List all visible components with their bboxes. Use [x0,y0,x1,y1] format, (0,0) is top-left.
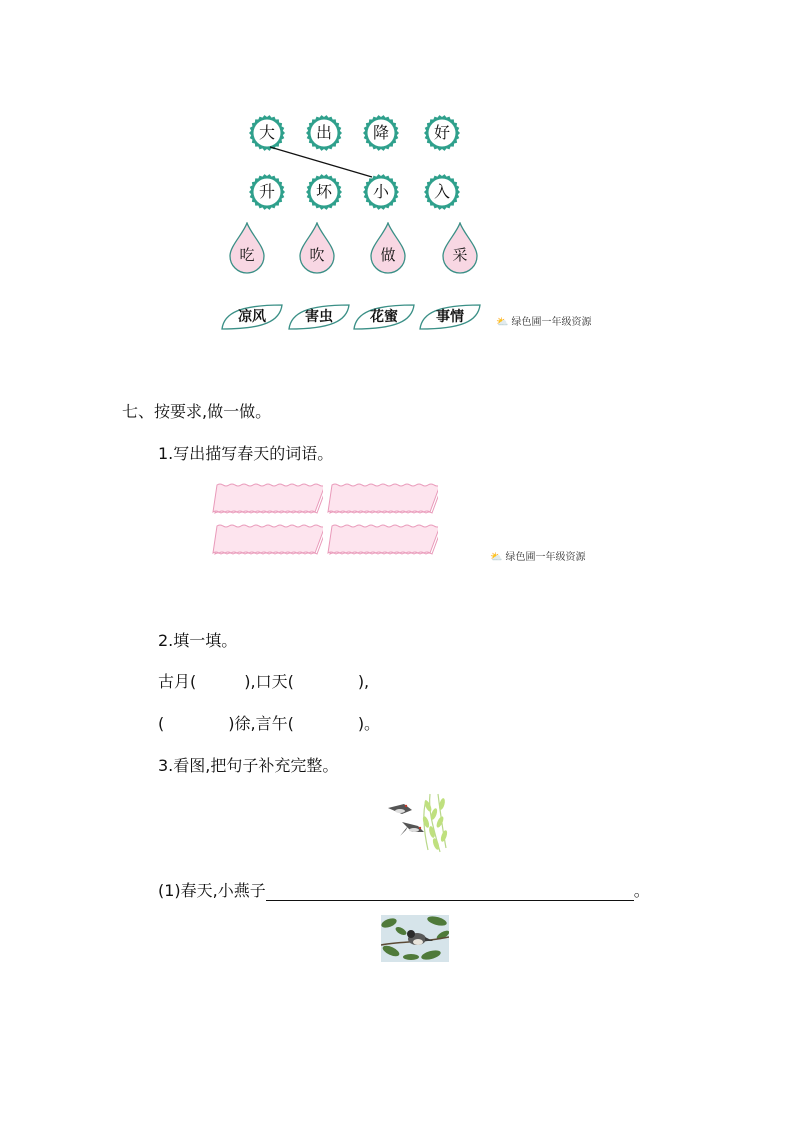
circle-char-label: 小 [372,182,389,201]
circle-char-label: 升 [258,182,275,201]
circle-char-label: 入 [433,182,450,201]
circle-char-label: 大 [258,123,275,142]
swallow-willow-picture [382,792,452,854]
leaf-word-label: 害虫 [305,309,333,325]
sentence-end: 。 [633,881,650,900]
watermark-1 [496,313,591,328]
circle-char-label: 坏 [315,182,332,201]
leaf-word-4 [418,303,482,331]
circle-char-label: 降 [372,123,389,142]
sentence-3-1 [158,878,650,901]
word-card-4[interactable] [326,522,438,557]
sentence-prefix: (1)春天,小燕子 [158,881,266,900]
drop-char-label: 采 [452,246,468,264]
watermark-text: 绿色圃一年级资源 [511,317,592,328]
word-card-3[interactable] [211,522,323,557]
section-title: 七、按要求,做一做。 [122,402,272,421]
circle-char-label: 好 [433,123,450,142]
circle-char-label: 出 [315,123,332,142]
drop-char-label: 吃 [239,246,255,264]
drop-char-label: 吹 [309,246,325,264]
drop-char-3 [370,222,406,274]
drop-char-label: 做 [380,246,396,264]
leaf-word-2 [287,303,351,331]
fill-line-2: ( )徐,言午( )。 [158,714,381,733]
drop-char-2 [299,222,335,274]
watermark-icon: ⛅ [496,317,509,328]
leaf-word-label: 花蜜 [370,309,398,325]
leaf-word-3 [352,303,416,331]
word-card-2[interactable] [326,481,438,516]
answer-blank[interactable] [266,884,634,901]
fill-line-1: 古月( ),口天( ), [158,672,370,691]
leaf-word-label: 凉风 [238,309,266,325]
question-3: 3.看图,把句子补充完整。 [158,756,339,775]
watermark-text: 绿色圃一年级资源 [505,552,586,563]
leaf-word-1 [220,303,284,331]
word-card-1[interactable] [211,481,323,516]
watermark-2 [490,548,585,563]
drop-char-1 [229,222,265,274]
bird-photo [381,915,449,962]
leaf-word-label: 事情 [436,309,464,325]
question-1: 1.写出描写春天的词语。 [158,444,334,463]
drop-char-4 [442,222,478,274]
question-2: 2.填一填。 [158,631,238,650]
watermark-icon: ⛅ [490,552,503,563]
